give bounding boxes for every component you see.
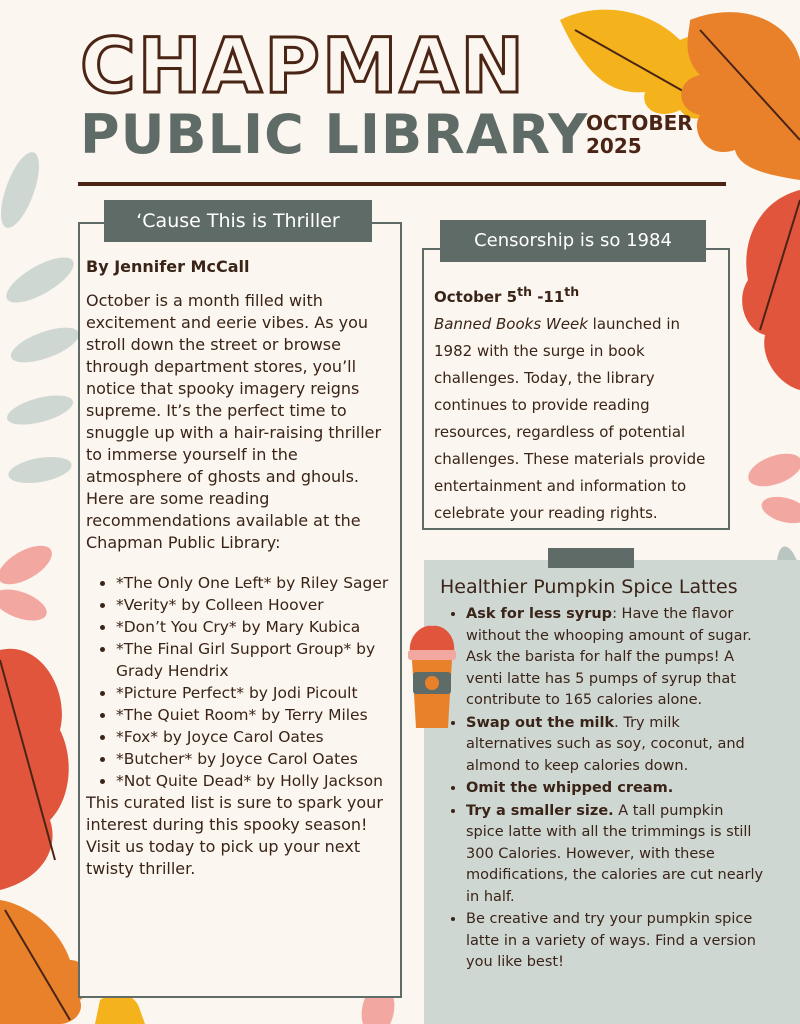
list-item: • *Butcher* by Joyce Carol Oates (116, 748, 392, 770)
censorship-text: Banned Books Week launched in 1982 with the surge in book challenges. Today, the library continues to provide reading resources, regardless of potential challenges. These materials provide entertainment and information to celebrate your reading rights. (434, 315, 706, 522)
latte-tips (444, 604, 764, 975)
maple-leaf-icon (681, 12, 800, 180)
header-divider (78, 182, 726, 186)
byline: By Jennifer McCall (86, 257, 250, 276)
thriller-outro: This curated list is sure to spark your interest during this spooky season! Visit us today to pick up your next twisty thriller. (86, 793, 383, 878)
list-item: • *Fox* by Joyce Carol Oates (116, 726, 392, 748)
list-item: • *The Quiet Room* by Terry Miles (116, 704, 392, 726)
maple-leaf-icon (95, 994, 145, 1024)
oak-leaf-icon (0, 649, 69, 890)
tape-decoration (548, 548, 634, 568)
list-item: • Ask for less syrup: Have the flavor without the whooping amount of sugar. Ask the barista for half the pumps! A venti latte has 5 pumps of syrup that contribute to 165 calories alone. (466, 604, 764, 712)
latte-heading: Healthier Pumpkin Spice Lattes (440, 576, 738, 598)
list-item: • *Not Quite Dead* by Holly Jackson (116, 770, 392, 792)
pink-leaf-icon (0, 538, 58, 627)
issue-month: OCTOBER (586, 111, 693, 135)
list-item: • Swap out the milk. Try milk alternatives such as soy, coconut, and almond to keep calories down. (466, 713, 764, 778)
thriller-intro: October is a month filled with excitement and eerie vibes. As you stroll down the street or browse through department stores, you’ll notice that spooky imagery reigns supreme. It’s the perfect time to snuggle up with a hair-raising thriller to immerse yourself in the atmosphere of ghosts and ghouls. Here are some reading recommendations available at the Chapman Public Library: (86, 291, 382, 552)
masthead-title: CHAPMAN (80, 21, 526, 110)
list-item: • *Picture Perfect* by Jodi Picoult (116, 682, 392, 704)
oak-leaf-icon (742, 190, 800, 390)
tips-list (444, 604, 764, 974)
list-item: • *Verity* by Colleen Hoover (116, 594, 392, 616)
list-item: • Try a smaller size. A tall pumpkin spice latte with all the trimmings is still 300 Calories. However, with these modifications, the calories are cut nearly in half. (466, 801, 764, 909)
censorship-article (434, 278, 720, 527)
thriller-article (86, 256, 392, 880)
issue-year: 2025 (586, 134, 642, 158)
event-dates: October 5th -11th (434, 284, 580, 306)
list-item: • *Don’t You Cry* by Mary Kubica (116, 616, 392, 638)
maple-leaf-icon (0, 900, 89, 1024)
thriller-heading: ‘Cause This is Thriller (104, 200, 372, 242)
issue-date (586, 112, 693, 158)
list-item: • Be creative and try your pumpkin spice latte in a variety of ways. Find a version you like best! (466, 909, 764, 974)
list-item: • *The Final Girl Support Group* by Grady Hendrix (116, 638, 392, 682)
list-item: • Omit the whipped cream. (466, 778, 764, 800)
masthead-subtitle: PUBLIC LIBRARY (80, 103, 589, 166)
sage-leaf-icon (0, 148, 83, 488)
list-item: • *The Only One Left* by Riley Sager (116, 572, 392, 594)
censorship-heading: Censorship is so 1984 (440, 220, 706, 262)
book-list (86, 572, 392, 792)
pink-leaf-icon (744, 447, 800, 528)
